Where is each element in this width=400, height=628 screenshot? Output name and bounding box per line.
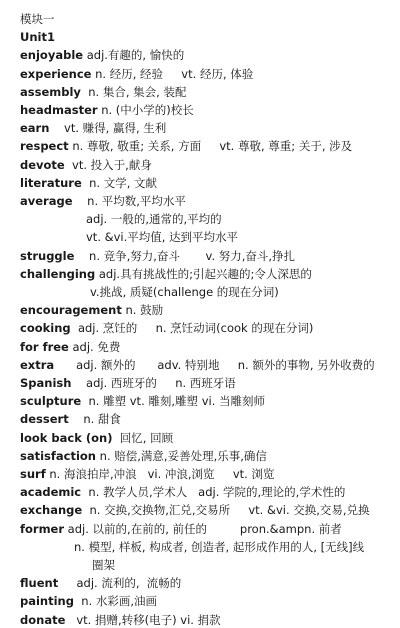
vocab-word: assembly bbox=[20, 84, 81, 99]
vocab-entry bbox=[20, 103, 400, 118]
vocab-entry bbox=[86, 212, 400, 227]
vocab-entry bbox=[20, 394, 400, 409]
vocab-entry bbox=[20, 48, 400, 63]
vocab-word: sculpture bbox=[20, 394, 82, 409]
vocab-definition: vt. &vi.平均值, 达到平均水平 bbox=[86, 230, 239, 245]
vocab-definition: n. 经历, 经验 vt. 经历, 体验 bbox=[91, 66, 254, 81]
vocab-word: respect bbox=[20, 139, 69, 154]
vocab-definition: n. 教学人员,学术人 adj. 学院的,理论的,学术性的 bbox=[81, 485, 346, 500]
vocab-word: headmaster bbox=[20, 103, 98, 117]
vocab-definition: n. 平均数,平均水平 bbox=[72, 194, 186, 208]
vocab-word: for free bbox=[20, 339, 69, 354]
vocab-entry bbox=[20, 303, 400, 318]
module-title: 模块一 bbox=[20, 12, 55, 26]
vocab-word: surf bbox=[20, 467, 46, 481]
vocab-entry bbox=[92, 558, 400, 573]
vocab-entry bbox=[74, 540, 400, 555]
vocab-entry bbox=[20, 358, 400, 373]
vocab-definition: n. 竞争,努力,奋斗 v. 努力,奋斗,挣扎 bbox=[74, 248, 296, 263]
vocab-definition: vt. 捐赠,转移(电子) vi. 捐款 bbox=[65, 612, 221, 627]
vocab-entry bbox=[20, 340, 400, 355]
vocab-entry bbox=[20, 267, 400, 282]
vocab-entry bbox=[86, 230, 400, 245]
vocab-entry bbox=[20, 249, 400, 264]
vocab-definition: n. (中小学的)校长 bbox=[97, 103, 194, 117]
vocab-entry bbox=[20, 613, 400, 628]
vocab-definition: vt. 投入于,献身 bbox=[64, 157, 152, 172]
vocab-definition: n. 甜食 bbox=[68, 412, 121, 427]
vocab-entry bbox=[20, 431, 400, 446]
vocab-entry bbox=[20, 449, 400, 464]
vocab-definition: n. 水彩画,油画 bbox=[73, 594, 158, 609]
vocab-definition: n. 海浪拍岸,冲浪 vi. 冲浪,浏览 vt. 浏览 bbox=[45, 467, 275, 481]
vocab-word: dessert bbox=[20, 412, 69, 427]
vocab-definition: adj.具有挑战性的;引起兴趣的;令人深思的 bbox=[95, 266, 312, 281]
vocab-entry bbox=[20, 67, 400, 82]
vocab-entry bbox=[20, 594, 400, 609]
vocab-word: extra bbox=[20, 357, 55, 372]
vocab-entry bbox=[20, 194, 400, 209]
vocab-word: experience bbox=[20, 66, 92, 81]
vocab-entry bbox=[20, 522, 400, 537]
vocab-entry bbox=[20, 85, 400, 100]
vocab-entry bbox=[20, 467, 400, 482]
vocab-entry bbox=[20, 503, 400, 518]
vocab-definition: n. 交换,交换物,汇兑,交易所 vt. &vi. 交换,交易,兑换 bbox=[82, 503, 370, 518]
vocab-word: literature bbox=[20, 175, 82, 190]
vocab-entry bbox=[90, 285, 400, 300]
vocab-definition: n. 文学, 文献 bbox=[81, 175, 158, 190]
vocab-definition: n. 尊敬, 敬重; 关系, 方面 vt. 尊敬, 尊重; 关于, 涉及 bbox=[68, 139, 353, 154]
vocab-word: academic bbox=[20, 485, 82, 500]
vocab-word: enjoyable bbox=[20, 48, 84, 63]
vocab-definition: adj. 流利的, 流畅的 bbox=[58, 576, 182, 591]
vocab-definition: 圈架 bbox=[92, 558, 115, 572]
vocab-definition: adj. 烹饪的 n. 烹饪动词(cook 的现在分词) bbox=[70, 321, 314, 336]
vocab-word: former bbox=[20, 521, 65, 536]
vocab-definition: adj. 额外的 adv. 特别地 n. 额外的事物, 另外收费的 bbox=[54, 357, 375, 372]
vocab-entry bbox=[20, 139, 400, 154]
vocab-word: cooking bbox=[20, 321, 71, 336]
vocab-entry bbox=[20, 321, 400, 336]
vocab-word: earn bbox=[20, 121, 50, 136]
vocab-definition: adj.有趣的, 愉快的 bbox=[83, 48, 185, 63]
vocab-entry bbox=[20, 158, 400, 173]
vocab-word: Spanish bbox=[20, 376, 72, 390]
vocab-definition: adj. 西班牙的 n. 西班牙语 bbox=[71, 376, 236, 390]
vocab-definition: n. 集合, 集会, 装配 bbox=[80, 84, 187, 99]
vocab-definition: adj. 免费 bbox=[68, 339, 121, 354]
vocab-word: satisfaction bbox=[20, 448, 96, 463]
vocab-definition: v.挑战, 质疑(challenge 的现在分词) bbox=[90, 285, 279, 299]
vocab-entry bbox=[20, 412, 400, 427]
vocab-word: challenging bbox=[20, 266, 96, 281]
vocab-word: encouragement bbox=[20, 303, 122, 318]
vocab-definition: adj. 以前的,在前的, 前任的 pron.&ampn. 前者 bbox=[64, 521, 342, 536]
vocab-definition: vt. 赚得, 赢得, 生利 bbox=[49, 121, 167, 136]
vocab-word: devote bbox=[20, 157, 65, 172]
vocab-definition: adj. 一般的,通常的,平均的 bbox=[86, 212, 222, 227]
vocab-word: exchange bbox=[20, 503, 83, 518]
vocab-definition: n. 鼓励 bbox=[121, 303, 164, 318]
vocab-definition: 回忆, 回顾 bbox=[112, 430, 174, 445]
vocab-entry bbox=[20, 576, 400, 591]
vocab-entry bbox=[20, 121, 400, 136]
vocab-entry bbox=[20, 176, 400, 191]
vocab-word: painting bbox=[20, 594, 74, 609]
unit-heading: Unit1 bbox=[20, 30, 55, 45]
vocab-word: struggle bbox=[20, 248, 75, 263]
vocab-definition: n. 赔偿,满意,妥善处理,乐事,确信 bbox=[96, 448, 267, 463]
vocab-word: look back (on) bbox=[20, 430, 113, 445]
vocab-definition: n. 雕塑 vt. 雕刻,雕塑 vi. 当雕刻师 bbox=[81, 394, 266, 409]
vocab-word: donate bbox=[20, 612, 66, 627]
vocab-word: fluent bbox=[20, 576, 59, 591]
vocab-word: average bbox=[20, 194, 73, 208]
vocab-definition: n. 模型, 样板, 构成者, 创造者, 起形成作用的人, [无线]线 bbox=[74, 539, 365, 554]
vocab-entry bbox=[20, 376, 400, 391]
vocab-entry bbox=[20, 485, 400, 500]
